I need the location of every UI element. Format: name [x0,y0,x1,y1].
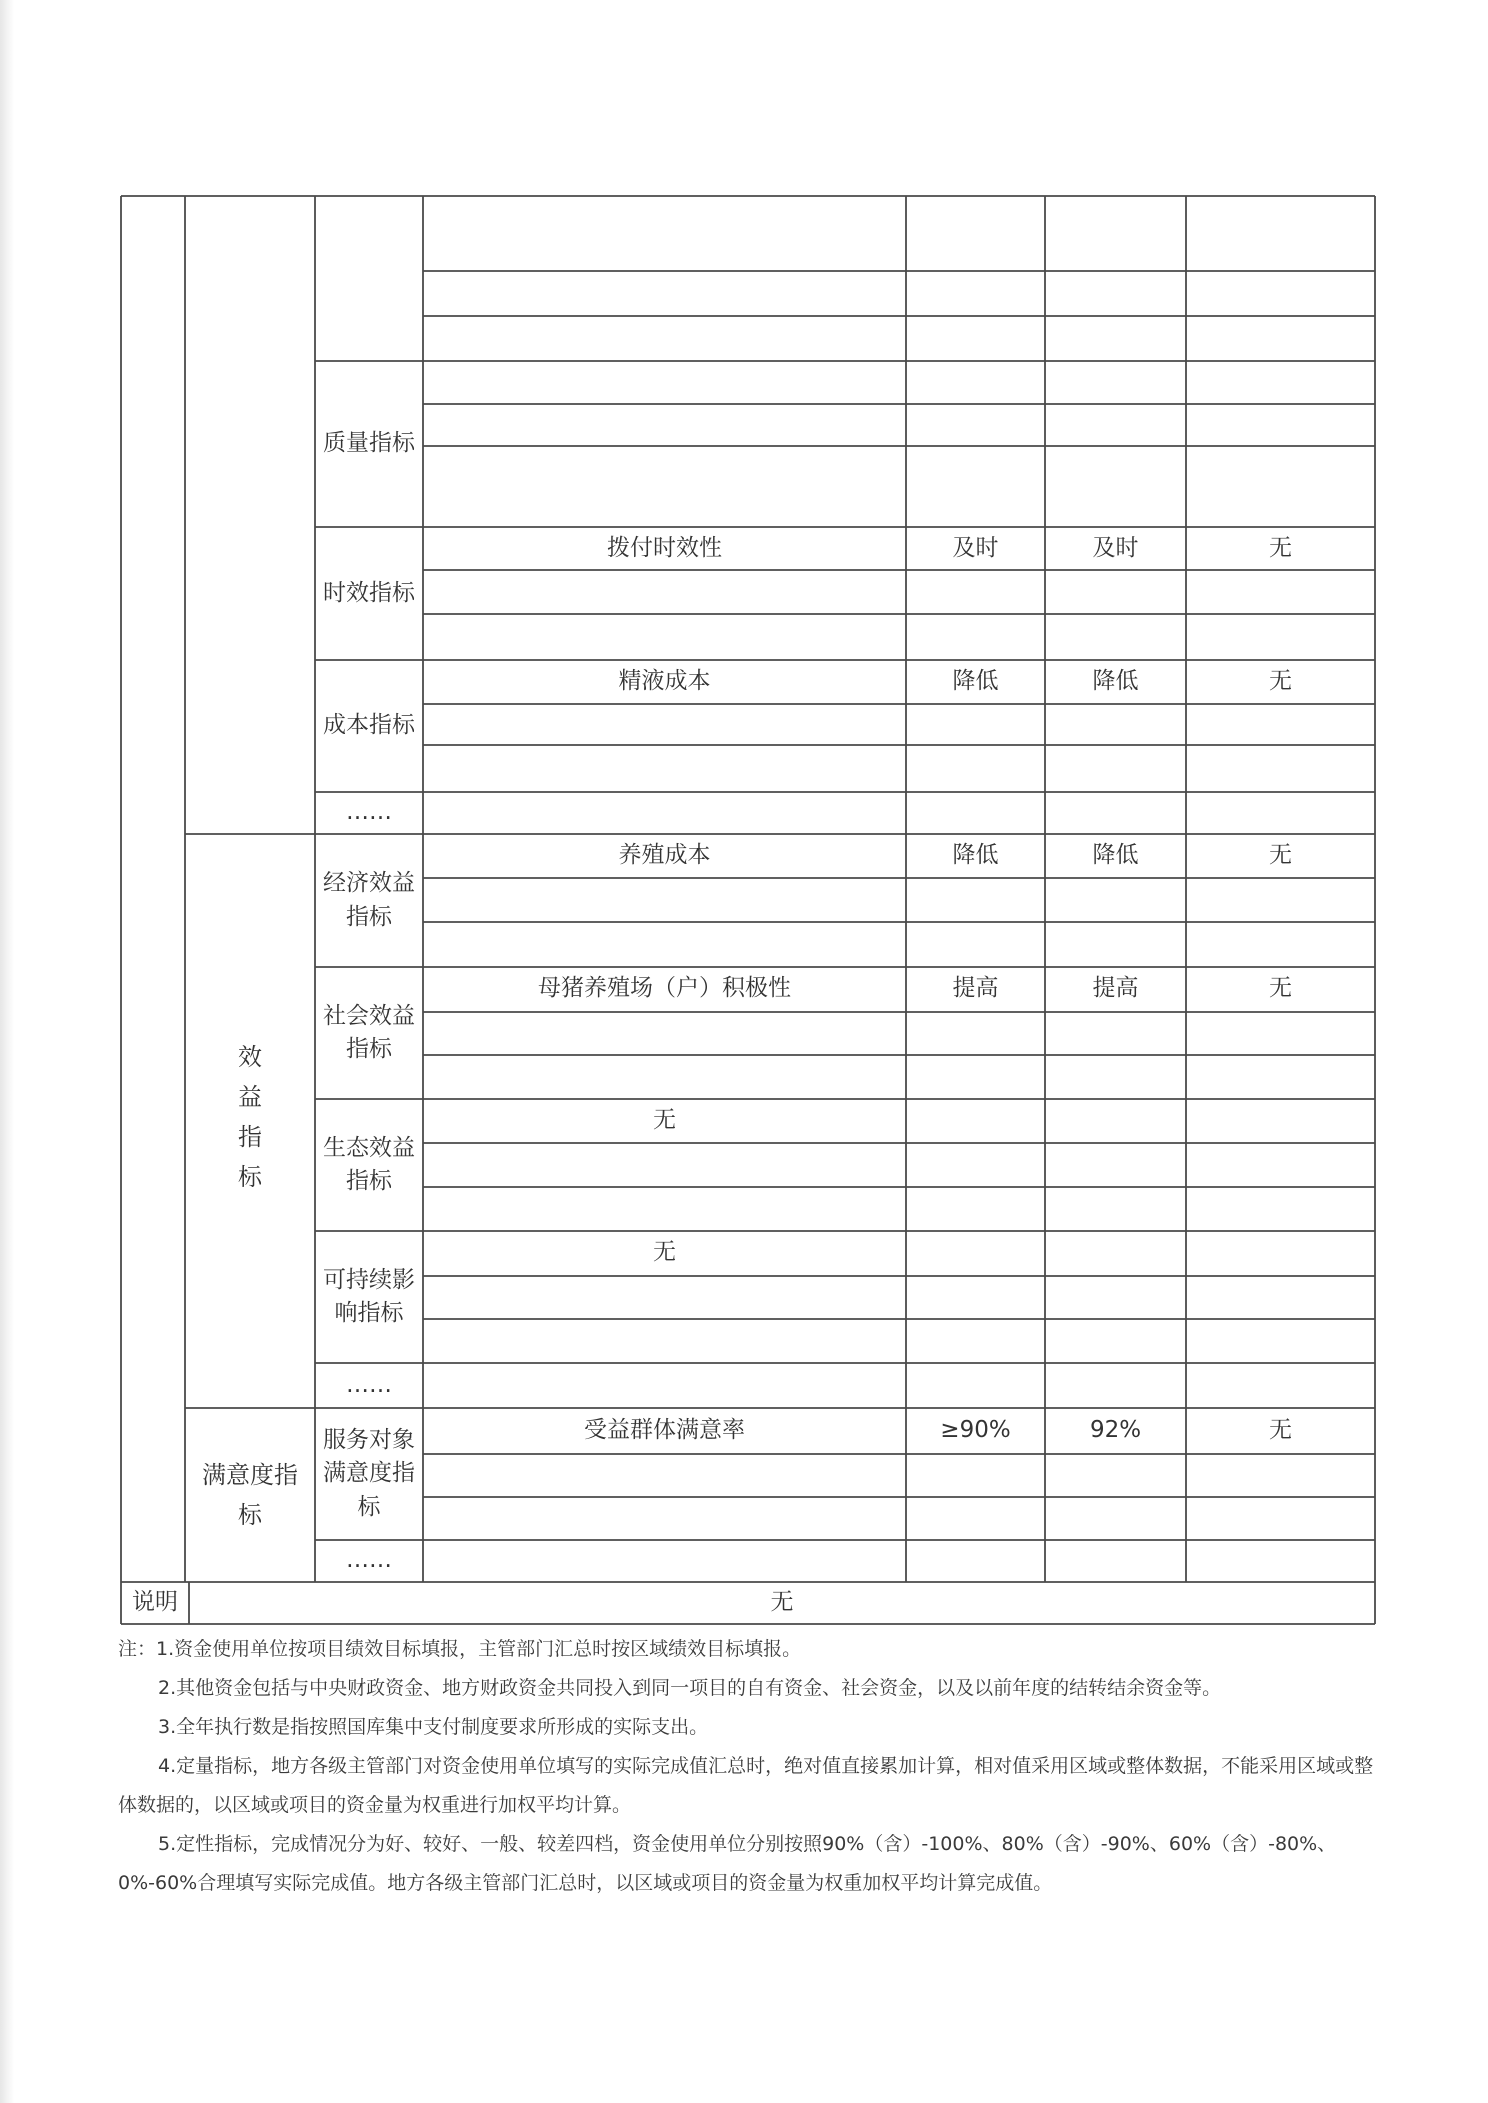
remark-cell: 无 [1269,668,1292,695]
target-cell: 及时 [952,535,999,562]
category-satisfaction: 满意度指标 [202,1461,298,1529]
remark-cell: 无 [1269,535,1292,562]
indicator-cell: 受益群体满意率 [584,1417,745,1444]
indicator-cell: 无 [653,1107,676,1134]
remark-cell: 无 [1269,1417,1292,1444]
subcategory-ellipsis-1: …… [346,799,392,826]
subcategory-social: 社会效益指标 [323,1002,415,1062]
subcategory-sustainable: 可持续影响指标 [323,1266,415,1326]
category-benefit [185,1034,315,1199]
footnote-5: 5.定性指标，完成情况分为好、较好、一般、较差四档，资金使用单位分别按照90%（含）-100%、80%（含）-90%、60%（含）-80%、0%-60%合理填写实际完成值。地方各级主管部门汇总时，以区域或项目的资金量为权重加权平均计算完成值。 [118,1833,1337,1894]
subcategory-ecological: 生态效益指标 [323,1134,415,1194]
indicator-cell: 母猪养殖场（户）积极性 [538,975,791,1002]
footnote-3: 3.全年执行数是指按照国库集中支付制度要求所形成的实际支出。 [158,1716,709,1738]
actual-cell: 及时 [1092,535,1139,562]
subcategory-ellipsis-2: …… [346,1371,392,1398]
remark-cell: 无 [1269,842,1292,869]
subcategory-ellipsis-3: …… [346,1547,392,1574]
category-benefit-char-4: 标 [238,1162,262,1191]
indicator-cell: 养殖成本 [618,842,711,869]
category-benefit-char-1: 效 [238,1042,262,1071]
subcategory-quality: 质量指标 [323,430,415,457]
actual-cell: 提高 [1092,975,1139,1002]
footnote-4: 4.定量指标，地方各级主管部门对资金使用单位填写的实际完成值汇总时，绝对值直接累加计算，相对值采用区域或整体数据，不能采用区域或整体数据的，以区域或项目的资金量为权重进行加权平均计算。 [118,1755,1374,1816]
subcategory-timeliness: 时效指标 [323,579,415,606]
category-benefit-char-3: 指 [238,1122,262,1151]
remark-cell: 无 [1269,975,1292,1002]
indicator-cell: 精液成本 [618,668,711,695]
actual-cell: 降低 [1092,668,1139,695]
actual-cell: 92% [1089,1417,1142,1444]
footnotes [118,1630,1378,1903]
subcategory-service: 服务对象满意度指标 [323,1426,415,1520]
footnote-2: 2.其他资金包括与中央财政资金、地方财政资金共同投入到同一项目的自有资金、社会资金，以及以前年度的结转结余资金等。 [158,1677,1222,1699]
indicator-cell: 拨付时效性 [607,535,722,562]
explanation-value: 无 [770,1589,794,1616]
target-cell: ≥90% [940,1417,1011,1444]
target-cell: 降低 [952,668,999,695]
target-cell: 提高 [952,975,999,1002]
actual-cell: 降低 [1092,842,1139,869]
indicator-cell: 无 [653,1239,676,1266]
subcategory-economic: 经济效益指标 [323,870,415,930]
footnote-1: 注：1.资金使用单位按项目绩效目标填报，主管部门汇总时按区域绩效目标填报。 [118,1638,802,1660]
explanation-label: 说明 [132,1589,178,1616]
category-benefit-char-2: 益 [238,1082,262,1111]
target-cell: 降低 [952,842,999,869]
subcategory-cost: 成本指标 [323,712,415,739]
